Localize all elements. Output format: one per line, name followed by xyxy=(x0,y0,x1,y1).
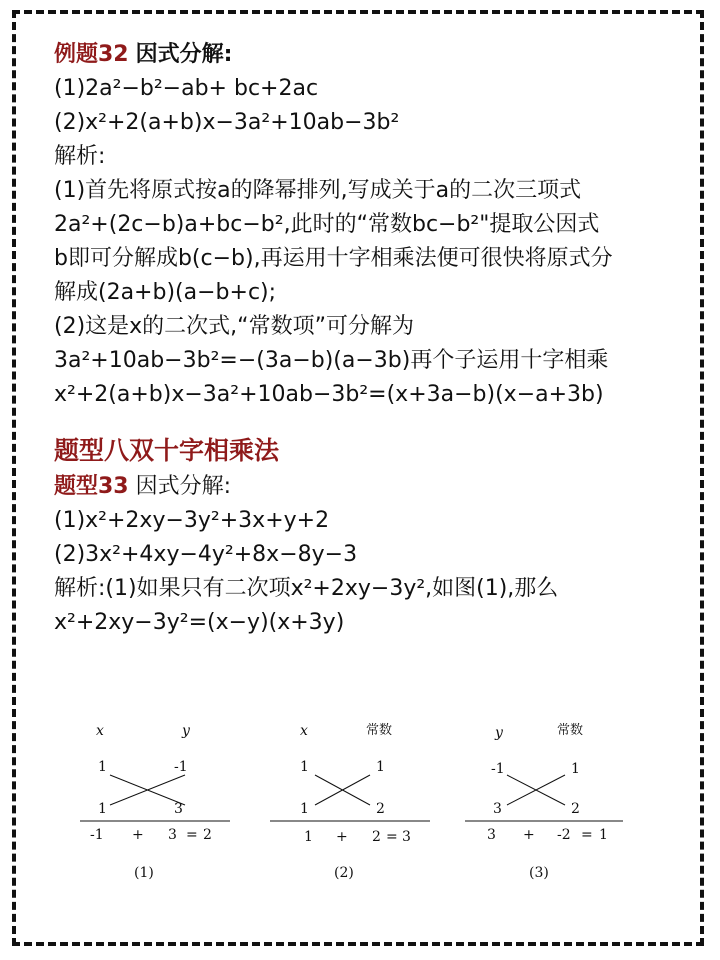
example-analysis-label: 解析: xyxy=(54,144,106,169)
problem-heading xyxy=(54,470,694,504)
cross-lines xyxy=(270,715,440,895)
sum-term: -2 xyxy=(557,827,571,843)
problem-analysis-line: x²+2xy−3y²=(x−y)(x+3y) xyxy=(54,610,345,635)
example-question-2: (2)x²+2(a+b)x−3a²+10ab−3b² xyxy=(54,110,400,135)
analysis-line: 2a²+(2c−b)a+bc−b²,此时的“常数bc−b²"提取公因式 xyxy=(54,212,600,237)
top-left-value: -1 xyxy=(491,761,505,777)
bottom-left-value: 1 xyxy=(300,801,309,817)
example-question-1: (1)2a²−b²−ab+ bc+2ac xyxy=(54,76,319,101)
sum-result: 3 xyxy=(402,829,411,845)
bottom-right-value: 3 xyxy=(174,801,183,817)
header-left: y xyxy=(495,725,503,741)
top-right-value: 1 xyxy=(376,759,385,775)
cross-lines xyxy=(465,715,635,895)
diagram-caption: (1) xyxy=(134,865,154,881)
analysis-line: x²+2(a+b)x−3a²+10ab−3b²=(x+3a−b)(x−a+3b) xyxy=(54,382,604,407)
sum-term: 1 xyxy=(304,829,313,845)
example-label: 例题32 xyxy=(54,42,129,67)
analysis-line: (2)这是x的二次式,“常数项”可分解为 xyxy=(54,314,414,339)
cross-diagram-1 xyxy=(60,715,230,895)
sum-result: 2 xyxy=(203,827,212,843)
bottom-left-value: 1 xyxy=(98,801,107,817)
problem-question-1: (1)x²+2xy−3y²+3x+y+2 xyxy=(54,508,330,533)
header-left: x xyxy=(96,723,104,739)
diagram-caption: (2) xyxy=(334,865,354,881)
cross-diagram-3 xyxy=(465,715,635,895)
problem-label: 题型33 xyxy=(54,474,129,499)
analysis-line: 3a²+10ab−3b²=−(3a−b)(a−3b)再个子运用十字相乘 xyxy=(54,348,609,373)
cross-multiplication-diagrams xyxy=(60,715,660,905)
analysis-line: (1)首先将原式按a的降幂排列,写成关于a的二次三项式 xyxy=(54,178,582,203)
cross-diagram-2 xyxy=(270,715,440,895)
problem-question-2: (2)3x²+4xy−4y²+8x−8y−3 xyxy=(54,542,358,567)
sum-equals: = xyxy=(581,827,593,843)
top-right-value: -1 xyxy=(174,759,188,775)
sum-result: 1 xyxy=(599,827,608,843)
example-title: 因式分解: xyxy=(135,42,233,67)
sum-term: 2 xyxy=(372,829,381,845)
problem-analysis-line: 解析:(1)如果只有二次项x²+2xy−3y²,如图(1),那么 xyxy=(54,576,559,601)
sum-operator: + xyxy=(336,829,348,845)
top-right-value: 1 xyxy=(571,761,580,777)
header-right: y xyxy=(182,723,190,739)
analysis-line: 解成(2a+b)(a−b+c); xyxy=(54,280,277,305)
sum-operator: + xyxy=(523,827,535,843)
sum-equals: = xyxy=(186,827,198,843)
diagram-caption: (3) xyxy=(529,865,549,881)
header-right: 常数 xyxy=(366,723,393,738)
top-left-value: 1 xyxy=(98,759,107,775)
bottom-left-value: 3 xyxy=(493,801,502,817)
sum-term: -1 xyxy=(90,827,104,843)
example-heading xyxy=(54,38,694,72)
bottom-right-value: 2 xyxy=(376,801,385,817)
header-right: 常数 xyxy=(557,723,584,738)
header-left: x xyxy=(300,723,308,739)
sum-term: 3 xyxy=(168,827,177,843)
top-left-value: 1 xyxy=(300,759,309,775)
section-heading: 题型八双十字相乘法 xyxy=(54,436,280,465)
bottom-right-value: 2 xyxy=(571,801,580,817)
sum-operator: + xyxy=(132,827,144,843)
sum-equals: = xyxy=(386,829,398,845)
sum-term: 3 xyxy=(487,827,496,843)
problem-title: 因式分解: xyxy=(135,474,232,499)
document-body xyxy=(54,38,694,640)
analysis-line: b即可分解成b(c−b),再运用十字相乘法便可很快将原式分 xyxy=(54,246,613,271)
